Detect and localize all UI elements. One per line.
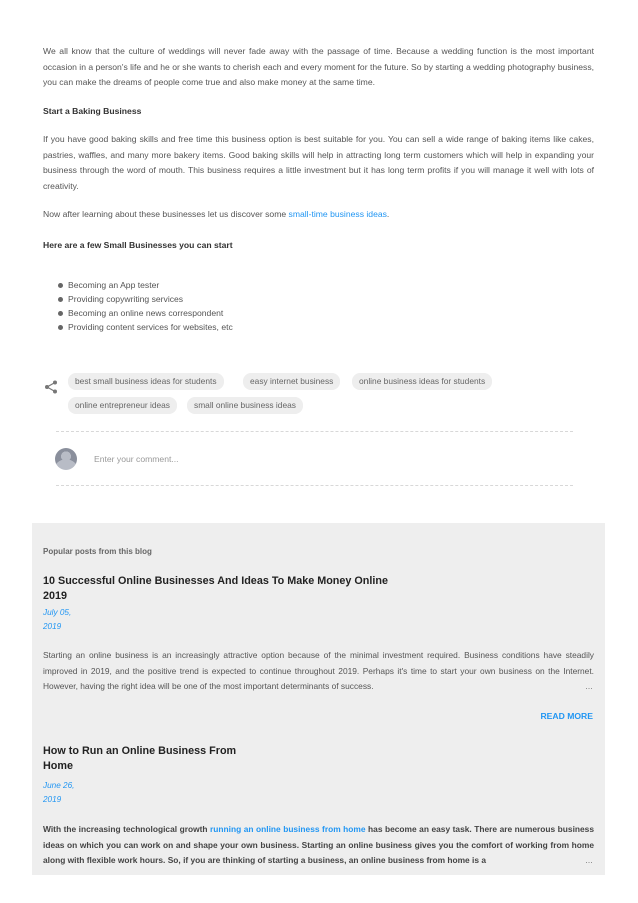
read-more-link[interactable]: READ MORE xyxy=(540,711,593,721)
tag-chip[interactable]: easy internet business xyxy=(243,373,340,390)
post-title-line: 2019 xyxy=(43,590,68,602)
heading-baking: Start a Baking Business xyxy=(43,106,142,116)
run-online-business-link[interactable]: running an online business from home xyxy=(210,824,366,834)
post-title[interactable] xyxy=(43,574,388,604)
small-time-business-ideas-link[interactable]: small-time business ideas xyxy=(288,209,387,219)
post-date xyxy=(43,779,74,807)
tag-chip[interactable]: online business ideas for students xyxy=(352,373,492,390)
list-item-text: Providing content services for websites, etc xyxy=(68,322,233,332)
tag-chip[interactable]: small online business ideas xyxy=(187,397,303,414)
snippet-suffix: has become an easy task. There are numerous business ideas on which you can work on and shape your own business. Starting an online business gives you the comfort of working from home along with flexible work hours. So, if you are thinking of starting a business, an online business from home is a xyxy=(43,824,594,865)
post-date-line: 2019 xyxy=(43,622,62,631)
heading-few-businesses: Here are a few Small Businesses you can start xyxy=(43,240,233,250)
popular-posts-title: Popular posts from this blog xyxy=(43,547,152,556)
paragraph-baking: If you have good baking skills and free time this business option is best suitable for you. You can sell a wide range of baking items like cakes, pastries, waffles, and many more bakery items. Good baking skills will help in attracting long term customers which will help in expanding your business through the word of mouth. This business requires a little investment but it has long term profits if you will manage it well with lots of creativity. xyxy=(43,134,594,191)
tag-chip[interactable]: online entrepreneur ideas xyxy=(68,397,177,414)
post-title-line: How to Run an Online Business From xyxy=(43,745,237,757)
popular-posts-content xyxy=(32,0,605,875)
post-title-line: Home xyxy=(43,760,73,772)
post-date-line: July 05, xyxy=(43,608,72,617)
post-title-line: 10 Successful Online Businesses And Ideas To Make Money Online xyxy=(43,575,389,587)
ellipsis-icon: … xyxy=(585,856,593,865)
tag-chip[interactable]: best small business ideas for students xyxy=(68,373,224,390)
post-date-line: 2019 xyxy=(43,795,62,804)
post-date-line: June 26, xyxy=(43,781,75,790)
list-item-text: Becoming an online news correspondent xyxy=(68,308,224,318)
post-snippet: Starting an online business is an increasingly attractive option because of the minimal investment required. Business conditions have steadily improved in 2019, and the positive trend is expected to continue throughout 2019. Perhaps it's time to start your own business on the Internet. However, having the right idea will be one of the most important determinants of success. xyxy=(43,650,594,691)
paragraph-wedding: We all know that the culture of weddings will never fade away with the passage of time. Because a wedding function is the most important occasion in a person's life and he or she wants to cherish each and every moment for the future. So by starting a wedding photography business, you can make the dreams of people come true and also make money at the same time. xyxy=(43,46,595,87)
post-snippet xyxy=(43,822,594,869)
discover-suffix: . xyxy=(386,209,390,219)
discover-prefix: Now after learning about these businesses let us discover some xyxy=(43,209,289,219)
snippet-prefix: With the increasing technological growth xyxy=(43,824,211,834)
list-item-text: Providing copywriting services xyxy=(68,294,184,304)
post-date xyxy=(43,606,71,634)
list-item-text: Becoming an App tester xyxy=(68,280,160,290)
post-title[interactable] xyxy=(43,744,236,774)
ellipsis-icon: … xyxy=(585,682,593,691)
